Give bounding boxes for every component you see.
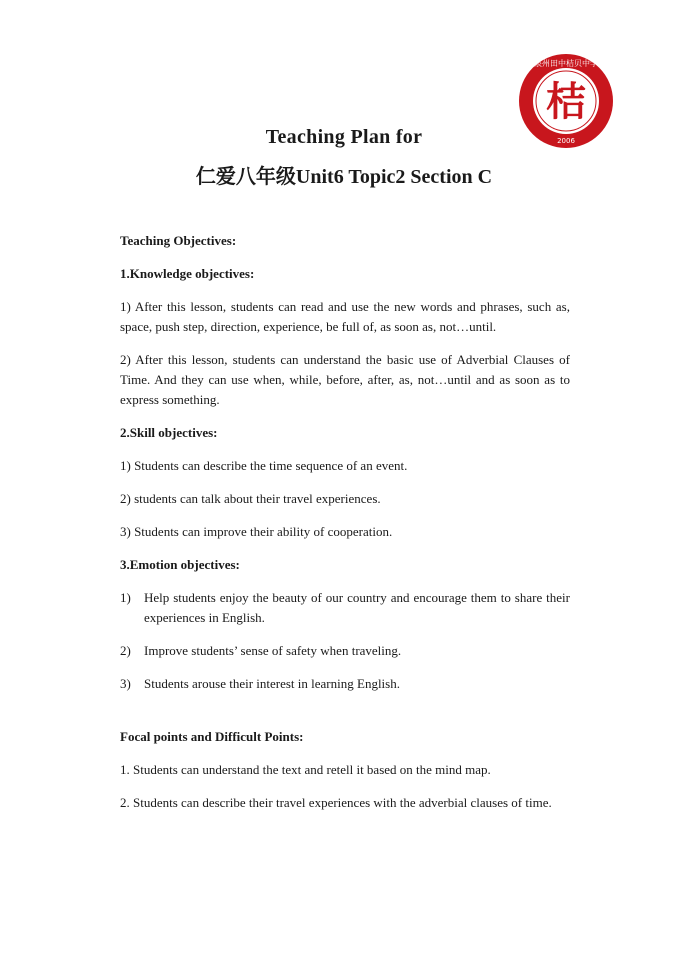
- focal-point-1: 1. Students can understand the text and retell it based on the mind map.: [120, 762, 491, 777]
- list-text: Help students enjoy the beauty of our country and encourage them to share their experiences in English.: [144, 590, 570, 625]
- emotion-objective-2: [120, 641, 570, 661]
- document-body: [120, 231, 570, 826]
- section-spacer: [120, 707, 570, 727]
- skill-objectives-heading: 2.Skill objectives:: [120, 425, 218, 440]
- knowledge-objective-2: 2) After this lesson, students can understand the basic use of Adverbial Clauses of Time. And they can use when, while, before, after, as, not…until and as soon as to express something.: [120, 352, 570, 407]
- focal-point-2: 2. Students can describe their travel experiences with the adverbial clauses of time.: [120, 795, 552, 810]
- skill-objective-1: 1) Students can describe the time sequence of an event.: [120, 458, 408, 473]
- emotion-objective-1: [120, 588, 570, 628]
- list-text: Students arouse their interest in learning English.: [144, 676, 400, 691]
- svg-text:桔: 桔: [546, 79, 586, 125]
- svg-text:2006: 2006: [557, 137, 575, 145]
- focal-points-heading: Focal points and Difficult Points:: [120, 729, 304, 744]
- emotion-objectives-heading: 3.Emotion objectives:: [120, 557, 240, 572]
- teaching-objectives-heading: Teaching Objectives:: [120, 233, 237, 248]
- list-number: 1): [120, 590, 131, 605]
- document-subtitle: 仁爱八年级Unit6 Topic2 Section C: [195, 166, 493, 188]
- knowledge-objective-1: 1) After this lesson, students can read and use the new words and phrases, such as, space, push step, direction, experience, be full of, as soon as, not…until.: [120, 299, 570, 334]
- skill-objective-3: 3) Students can improve their ability of cooperation.: [120, 524, 393, 539]
- list-number: 3): [120, 676, 131, 691]
- document-title: Teaching Plan for: [265, 126, 423, 148]
- emotion-objective-3: [120, 674, 570, 694]
- skill-objective-2: 2) students can talk about their travel experiences.: [120, 491, 381, 506]
- svg-text:泉州田中桔贝中学: 泉州田中桔贝中学: [534, 59, 598, 68]
- list-text: Improve students’ sense of safety when traveling.: [144, 643, 402, 658]
- list-number: 2): [120, 643, 131, 658]
- knowledge-objectives-heading: 1.Knowledge objectives:: [120, 266, 255, 281]
